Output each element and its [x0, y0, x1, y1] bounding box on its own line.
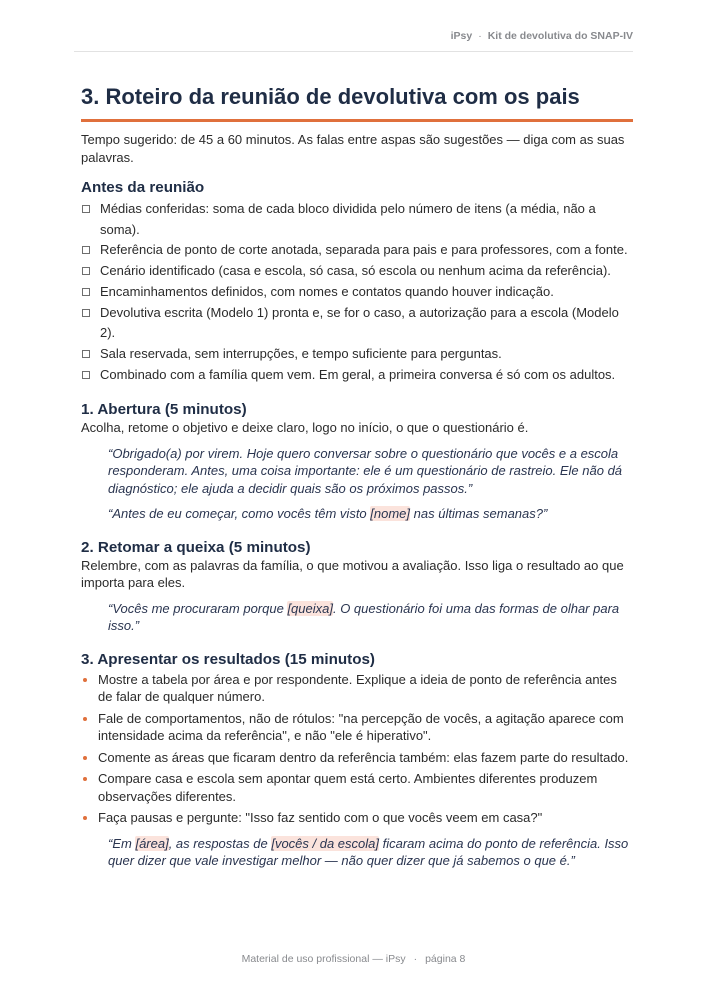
complaint-quote: “Vocês me procuraram porque [queixa]. O questionário foi uma das formas de olhar para isso.”: [108, 600, 620, 634]
name-placeholder: [nome]: [370, 506, 411, 522]
footer-text: Material de uso profissional — iPsy: [241, 953, 406, 965]
results-bullet-list: [81, 671, 633, 827]
checkbox-icon: [82, 288, 90, 296]
list-item-text: Fale de comportamentos, não de rótulos: "na percepção de vocês, a agitação aparece com intensidade acima da referência", e não "ele é hiperativo".: [98, 710, 624, 744]
checklist-item: [81, 240, 633, 261]
page-content: [81, 84, 633, 870]
list-item: [81, 770, 633, 805]
opening-text: Acolha, retome o objetivo e deixe claro, logo no início, o que o questionário é.: [81, 420, 529, 436]
checklist-item-text: Cenário identificado (casa e escola, só casa, só escola ou nenhum acima da referência).: [100, 263, 611, 279]
checklist-item: [81, 365, 633, 386]
header-title: Kit de devolutiva do SNAP-IV: [487, 30, 633, 42]
checkbox-icon: [82, 350, 90, 358]
bullet-dot-icon: [83, 717, 87, 721]
checklist-item: [81, 303, 633, 344]
intro-text: Tempo sugerido: de 45 a 60 minutos. As falas entre aspas são sugestões — diga com as suas palavras.: [81, 132, 625, 165]
checklist-item-text: Médias conferidas: soma de cada bloco dividida pelo número de itens (a média, não a soma).: [100, 201, 596, 237]
page-title: 3. Roteiro da reunião de devolutiva com os pais: [81, 84, 633, 122]
complaint-text: Relembre, com as palavras da família, o que motivou a avaliação. Isso liga o resultado ao que importa para eles.: [81, 557, 624, 591]
header-brand: iPsy: [450, 30, 473, 42]
checkbox-icon: [82, 371, 90, 379]
opening-quote-1: “Obrigado(a) por virem. Hoje quero conversar sobre o questionário que vocês e a escola responderam. Antes, uma coisa importante: ele é um questionário de rastreio. Ele não dá diagnóstico; ele ajuda a decidir quais são os próximos passos.”: [108, 445, 623, 496]
checklist-item: [81, 199, 633, 240]
checklist-item-text: Combinado com a família quem vem. Em geral, a primeira conversa é só com os adultos.: [100, 366, 616, 382]
list-item-text: Mostre a tabela por área e por respondente. Explique a ideia de ponto de referência antes de falar de qualquer número.: [98, 671, 617, 705]
page-number: página 8: [425, 953, 466, 965]
list-item: [81, 671, 633, 706]
bullet-dot-icon: [83, 816, 87, 820]
header-separator: ·: [478, 30, 482, 42]
bullet-dot-icon: [83, 678, 87, 682]
opening-quote-2: “Antes de eu começar, como vocês têm visto [nome] nas últimas semanas?”: [108, 506, 548, 522]
page-footer: [0, 953, 707, 965]
checklist-item: [81, 261, 633, 282]
checkbox-icon: [82, 309, 90, 317]
bullet-dot-icon: [83, 777, 87, 781]
opening-heading: 1. Abertura (5 minutos): [81, 401, 247, 419]
checklist-item-text: Encaminhamentos definidos, com nomes e contatos quando houver indicação.: [100, 283, 554, 299]
page-header: [74, 30, 633, 52]
before-meeting-checklist: [81, 199, 633, 385]
list-item: [81, 749, 633, 767]
area-placeholder: [área]: [135, 835, 169, 851]
complaint-heading: 2. Retomar a queixa (5 minutos): [81, 538, 311, 556]
checklist-item: [81, 344, 633, 365]
list-item-text: Comente as áreas que ficaram dentro da referência também: elas fazem parte do resultado.: [98, 749, 629, 765]
checklist-item-text: Sala reservada, sem interrupções, e tempo suficiente para perguntas.: [100, 345, 502, 361]
bullet-dot-icon: [83, 756, 87, 760]
checklist-item-text: Referência de ponto de corte anotada, separada para pais e para professores, com a fonte.: [100, 242, 628, 258]
list-item-text: Faça pausas e pergunte: "Isso faz sentido com o que vocês veem em casa?": [98, 810, 543, 826]
checkbox-icon: [82, 205, 90, 213]
complaint-placeholder: [queixa]: [287, 600, 333, 616]
results-heading: 3. Apresentar os resultados (15 minutos): [81, 650, 375, 668]
list-item-text: Compare casa e escola sem apontar quem está certo. Ambientes diferentes produzem observações diferentes.: [98, 771, 598, 804]
list-item: [81, 809, 633, 827]
before-meeting-heading: Antes da reunião: [81, 179, 205, 196]
checkbox-icon: [82, 246, 90, 254]
respondent-placeholder: [vocês / da escola]: [271, 835, 379, 851]
checklist-item: [81, 282, 633, 303]
list-item: [81, 710, 633, 745]
results-quote: “Em [área], as respostas de [vocês / da escola] ficaram acima do ponto de referência. Isso quer dizer que vale investigar melhor — não quer dizer que já sabemos o que é.”: [108, 835, 629, 869]
footer-separator: ·: [413, 953, 418, 965]
checkbox-icon: [82, 267, 90, 275]
checklist-item-text: Devolutiva escrita (Modelo 1) pronta e, se for o caso, a autorização para a escola (Modelo 2).: [100, 304, 619, 341]
